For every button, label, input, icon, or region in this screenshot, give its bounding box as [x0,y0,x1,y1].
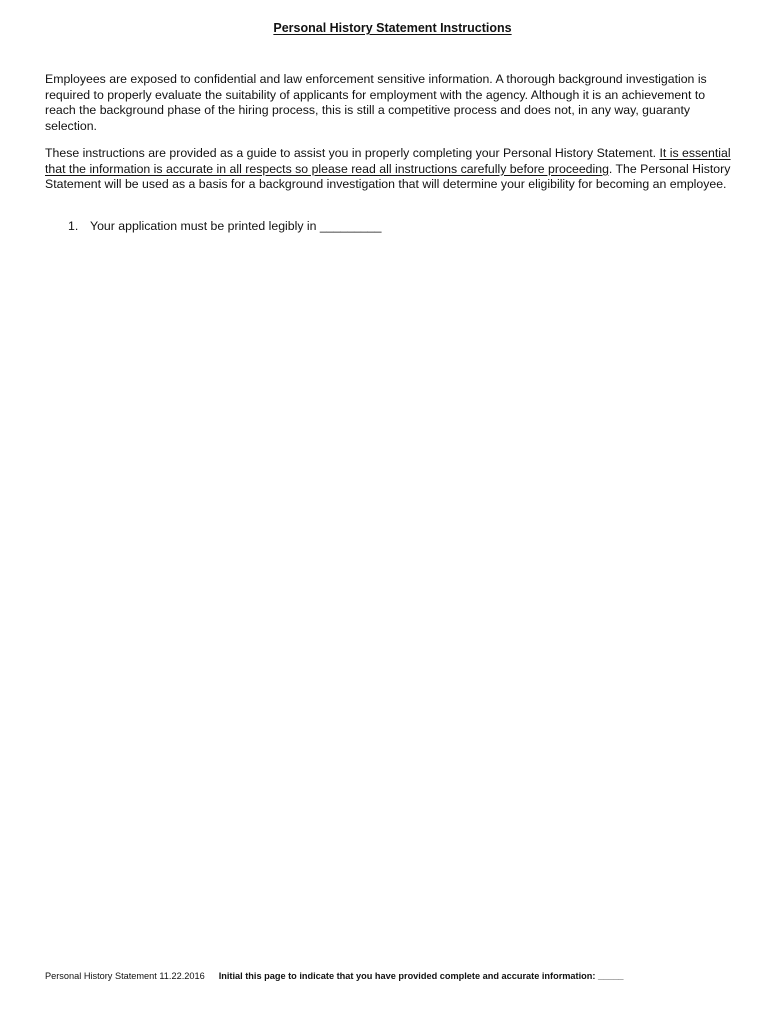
list-item [68,219,381,235]
footer-doc-id: Personal History Statement 11.22.2016 [45,971,205,981]
instructions-rest-text: . The Personal History Statement will be used as a basis for a background investigation that will determine your eligibility for becoming an employee. [45,161,731,192]
instructions-paragraph [45,146,735,193]
instructions-emphasis-text: It is essential that the information is accurate in all respects so please read all instructions carefully before proceeding [45,146,731,176]
footer-initial-note: Initial this page to indicate that you have provided complete and accurate information: _____ [218,971,624,981]
page-title: Personal History Statement Instructions [273,21,512,35]
intro-paragraph: Employees are exposed to confidential and law enforcement sensitive information. A thorough background investigation is required to properly evaluate the suitability of applicants for employment with the agency. Although it is an achievement to reach the background phase of the hiring process, this is still a competitive process and does not, in any way, guaranty selection. [45,72,707,133]
page-footer [45,971,624,981]
instructions-intro-text: These instructions are provided as a guide to assist you in properly completing your Personal History Statement. [45,146,660,160]
list-item-text: Your application must be printed legibly in _________ [90,219,382,233]
list-item-number: 1. [68,219,79,233]
